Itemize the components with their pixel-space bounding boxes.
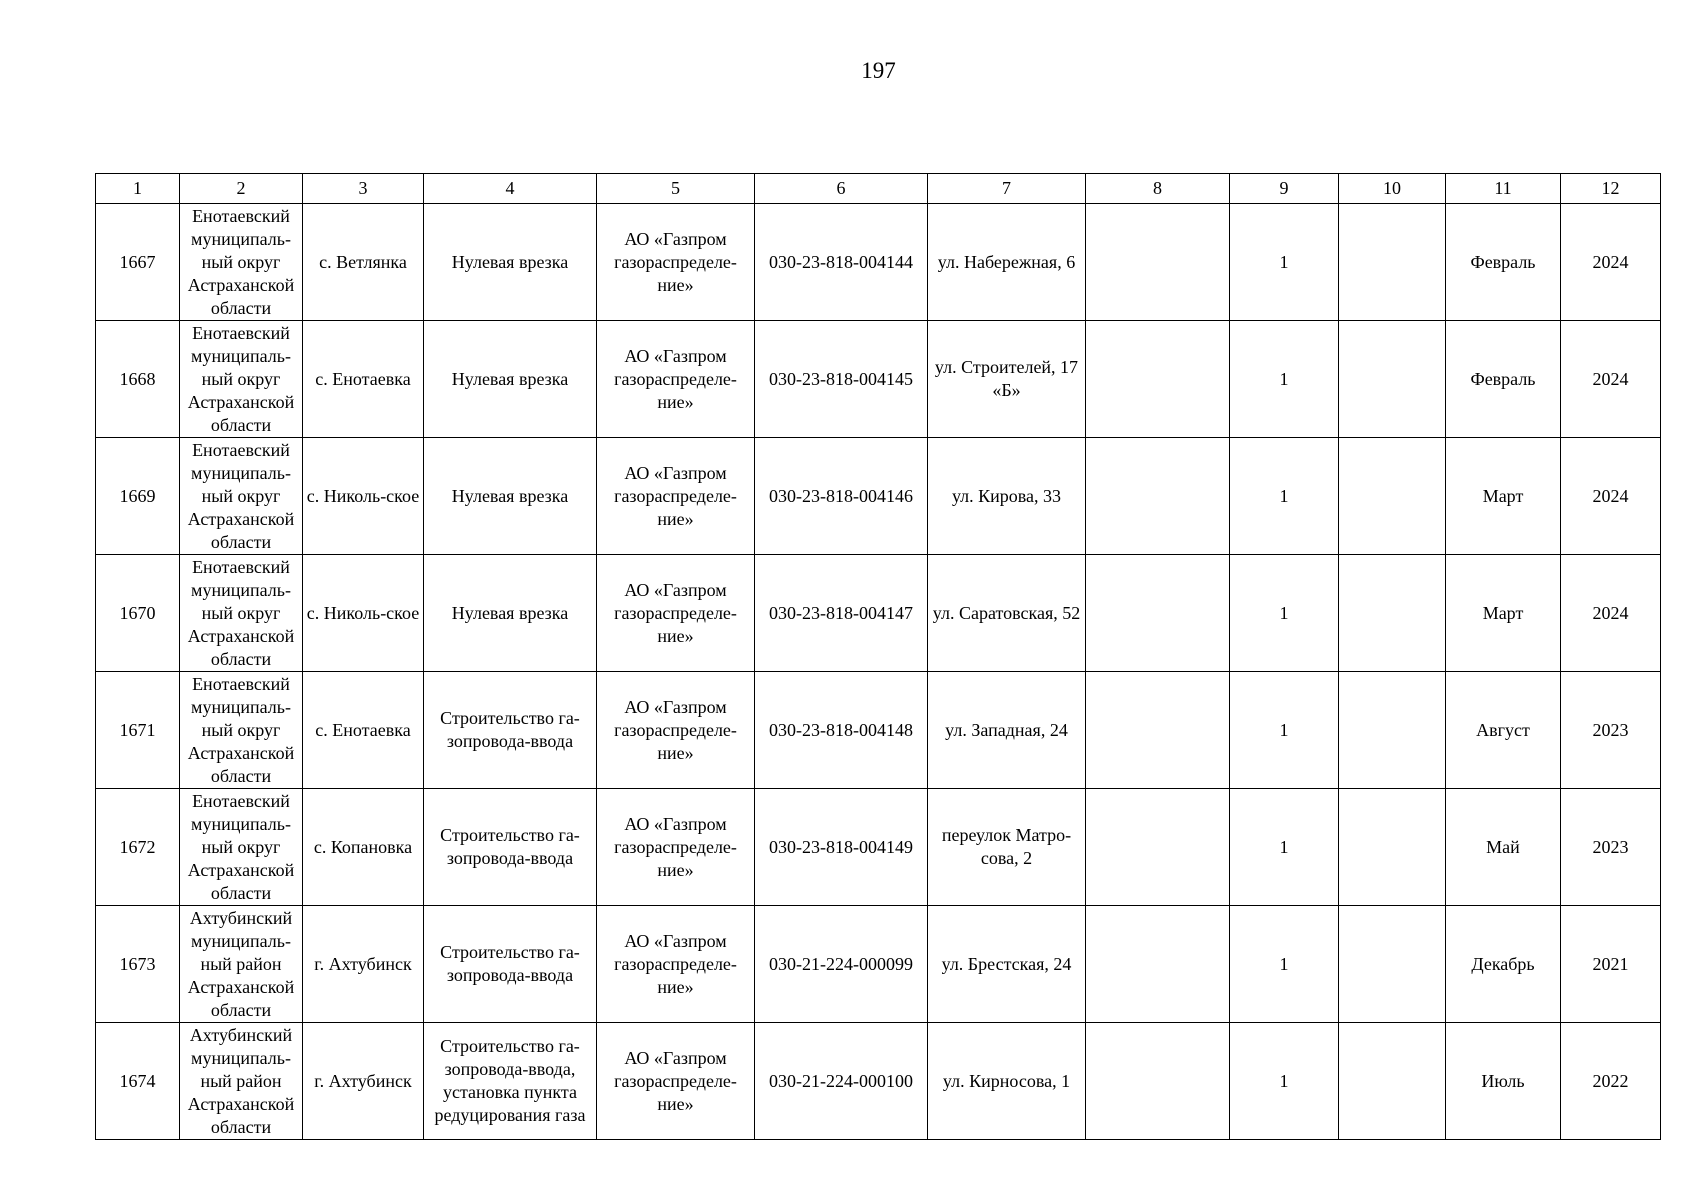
registry-code-cell: 030-21-224-000100 [755,1023,928,1140]
empty-cell [1086,672,1230,789]
work-type-cell: Нулевая врезка [424,555,597,672]
work-type-cell: Строительство га-зопровода-ввода [424,906,597,1023]
quantity-cell: 1 [1230,906,1339,1023]
empty-cell [1086,555,1230,672]
registry-code-cell: 030-23-818-004146 [755,438,928,555]
district-cell: Енотаевский муниципаль-ный округ Астраханской области [180,204,303,321]
quantity-cell: 1 [1230,672,1339,789]
registry-code-cell: 030-23-818-004144 [755,204,928,321]
column-number: 9 [1230,174,1339,204]
organization-cell: АО «Газпром газораспределе-ние» [597,438,755,555]
table-row [96,438,1661,555]
column-number: 6 [755,174,928,204]
empty-cell [1086,906,1230,1023]
locality-cell: г. Ахтубинск [303,1023,424,1140]
column-number: 1 [96,174,180,204]
registry-table [95,173,1661,1140]
organization-cell: АО «Газпром газораспределе-ние» [597,672,755,789]
address-cell: ул. Кирова, 33 [928,438,1086,555]
address-cell: переулок Матро-сова, 2 [928,789,1086,906]
organization-cell: АО «Газпром газораспределе-ние» [597,321,755,438]
empty-cell [1339,672,1446,789]
address-cell: ул. Брестская, 24 [928,906,1086,1023]
column-number: 10 [1339,174,1446,204]
locality-cell: с. Ветлянка [303,204,424,321]
quantity-cell: 1 [1230,204,1339,321]
district-cell: Енотаевский муниципаль-ный округ Астраханской области [180,789,303,906]
empty-cell [1086,1023,1230,1140]
year-cell: 2022 [1561,1023,1661,1140]
address-cell: ул. Западная, 24 [928,672,1086,789]
year-cell: 2023 [1561,672,1661,789]
table-row [96,672,1661,789]
column-number: 12 [1561,174,1661,204]
row-number: 1674 [96,1023,180,1140]
district-cell: Ахтубинский муниципаль-ный район Астраханской области [180,906,303,1023]
organization-cell: АО «Газпром газораспределе-ние» [597,555,755,672]
district-cell: Енотаевский муниципаль-ный округ Астраханской области [180,672,303,789]
month-cell: Декабрь [1446,906,1561,1023]
quantity-cell: 1 [1230,321,1339,438]
row-number: 1671 [96,672,180,789]
work-type-cell: Нулевая врезка [424,204,597,321]
row-number: 1673 [96,906,180,1023]
empty-cell [1339,438,1446,555]
empty-cell [1339,906,1446,1023]
registry-code-cell: 030-23-818-004147 [755,555,928,672]
empty-cell [1086,438,1230,555]
column-number: 8 [1086,174,1230,204]
month-cell: Март [1446,438,1561,555]
page-number: 197 [861,58,896,83]
column-number: 3 [303,174,424,204]
work-type-cell: Нулевая врезка [424,438,597,555]
year-cell: 2023 [1561,789,1661,906]
table-row [96,555,1661,672]
locality-cell: г. Ахтубинск [303,906,424,1023]
address-cell: ул. Строителей, 17 «Б» [928,321,1086,438]
work-type-cell: Нулевая врезка [424,321,597,438]
empty-cell [1339,321,1446,438]
locality-cell: с. Копановка [303,789,424,906]
empty-cell [1086,204,1230,321]
locality-cell: с. Николь-ское [303,438,424,555]
empty-cell [1339,204,1446,321]
work-type-cell: Строительство га-зопровода-ввода [424,672,597,789]
table-row [96,321,1661,438]
locality-cell: с. Николь-ское [303,555,424,672]
empty-cell [1339,789,1446,906]
address-cell: ул. Саратовская, 52 [928,555,1086,672]
year-cell: 2024 [1561,321,1661,438]
registry-code-cell: 030-21-224-000099 [755,906,928,1023]
month-cell: Февраль [1446,321,1561,438]
organization-cell: АО «Газпром газораспределе-ние» [597,906,755,1023]
column-number: 5 [597,174,755,204]
month-cell: Май [1446,789,1561,906]
registry-code-cell: 030-23-818-004148 [755,672,928,789]
empty-cell [1339,1023,1446,1140]
column-number: 11 [1446,174,1561,204]
row-number: 1668 [96,321,180,438]
quantity-cell: 1 [1230,1023,1339,1140]
month-cell: Февраль [1446,204,1561,321]
organization-cell: АО «Газпром газораспределе-ние» [597,204,755,321]
registry-code-cell: 030-23-818-004149 [755,789,928,906]
locality-cell: с. Енотаевка [303,321,424,438]
quantity-cell: 1 [1230,438,1339,555]
work-type-cell: Строительство га-зопровода-ввода, установка пункта редуцирования газа [424,1023,597,1140]
year-cell: 2021 [1561,906,1661,1023]
district-cell: Енотаевский муниципаль-ный округ Астраханской области [180,438,303,555]
organization-cell: АО «Газпром газораспределе-ние» [597,1023,755,1140]
header-row [96,174,1661,204]
row-number: 1670 [96,555,180,672]
locality-cell: с. Енотаевка [303,672,424,789]
table-row [96,906,1661,1023]
empty-cell [1086,321,1230,438]
column-number: 4 [424,174,597,204]
table-row [96,789,1661,906]
row-number: 1669 [96,438,180,555]
month-cell: Март [1446,555,1561,672]
column-number: 7 [928,174,1086,204]
quantity-cell: 1 [1230,555,1339,672]
quantity-cell: 1 [1230,789,1339,906]
table-row [96,1023,1661,1140]
month-cell: Август [1446,672,1561,789]
month-cell: Июль [1446,1023,1561,1140]
year-cell: 2024 [1561,555,1661,672]
empty-cell [1339,555,1446,672]
address-cell: ул. Кирносова, 1 [928,1023,1086,1140]
district-cell: Енотаевский муниципаль-ный округ Астраханской области [180,321,303,438]
column-number: 2 [180,174,303,204]
district-cell: Ахтубинский муниципаль-ный район Астраханской области [180,1023,303,1140]
table-row [96,204,1661,321]
row-number: 1672 [96,789,180,906]
registry-code-cell: 030-23-818-004145 [755,321,928,438]
empty-cell [1086,789,1230,906]
row-number: 1667 [96,204,180,321]
address-cell: ул. Набережная, 6 [928,204,1086,321]
year-cell: 2024 [1561,438,1661,555]
organization-cell: АО «Газпром газораспределе-ние» [597,789,755,906]
year-cell: 2024 [1561,204,1661,321]
district-cell: Енотаевский муниципаль-ный округ Астраханской области [180,555,303,672]
work-type-cell: Строительство га-зопровода-ввода [424,789,597,906]
